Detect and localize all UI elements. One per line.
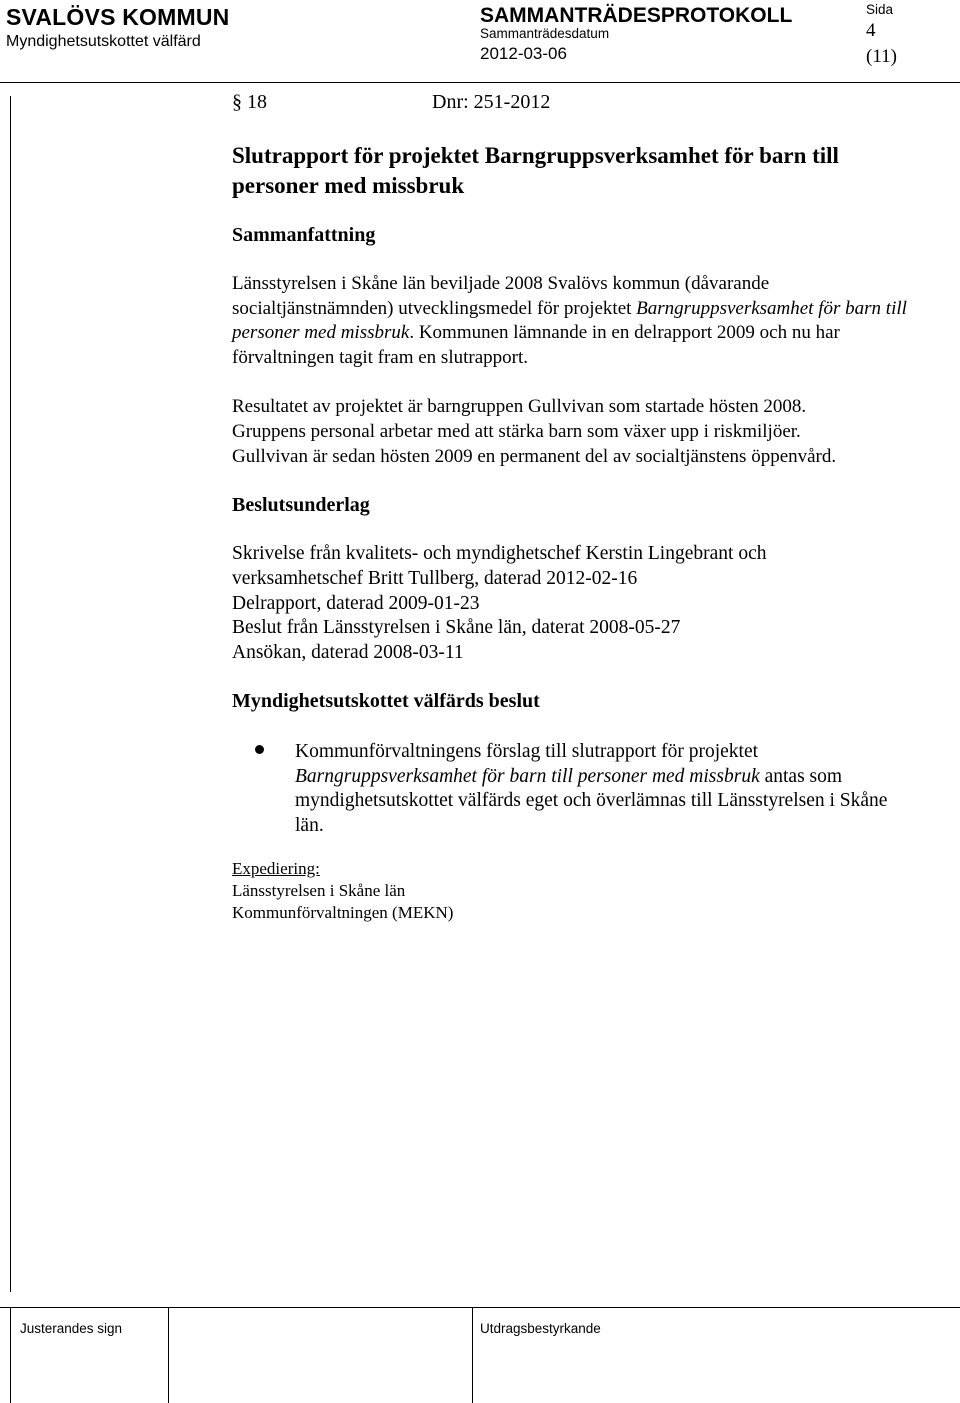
utdragsbestyrkande-label: Utdragsbestyrkande bbox=[480, 1321, 601, 1336]
basis-line: Delrapport, daterad 2009-01-23 bbox=[232, 593, 480, 614]
basis-heading: Beslutsunderlag bbox=[232, 494, 370, 516]
summary-p2-line: Resultatet av projektet är barngruppen Gullvivan som startade hösten 2008. bbox=[232, 396, 807, 417]
meeting-date: 2012-03-06 bbox=[480, 44, 567, 63]
basis-line: Skrivelse från kvalitets- och myndighetschef Kerstin Lingebrant och bbox=[232, 543, 767, 564]
dispatch-recipient: Kommunförvaltningen (MEKN) bbox=[232, 903, 454, 922]
bullet-icon bbox=[255, 745, 264, 754]
footer-rule bbox=[0, 1307, 960, 1308]
page-number: 4 bbox=[866, 20, 876, 41]
summary-p2-line: Gruppens personal arbetar med att stärka barn som växer upp i riskmiljöer. bbox=[232, 421, 801, 442]
summary-paragraph-1 bbox=[232, 272, 922, 371]
paragraph-title: Slutrapport för projektet Barngruppsverksamhet för barn till personer med missbruk bbox=[232, 143, 839, 198]
basis-line: verksamhetschef Britt Tullberg, daterad 2012-02-16 bbox=[232, 568, 638, 589]
justerandes-sign-label: Justerandes sign bbox=[20, 1321, 123, 1336]
meeting-date-label: Sammanträdesdatum bbox=[480, 26, 610, 41]
municipality-name: SVALÖVS KOMMUN bbox=[6, 4, 230, 30]
footer-divider bbox=[472, 1307, 473, 1403]
signature-footer bbox=[0, 1307, 960, 1403]
paragraph-number: § 18 bbox=[232, 91, 267, 113]
margin-rule bbox=[10, 96, 11, 1292]
decision-text-b: antas som myndighetsutskottet välfärds eget och överlämnas till Länsstyrelsen i Skåne län. bbox=[295, 765, 888, 837]
dispatch-recipient: Länsstyrelsen i Skåne län bbox=[232, 881, 406, 900]
footer-divider bbox=[10, 1307, 11, 1403]
footer-divider bbox=[168, 1307, 169, 1403]
project-name-italic: Barngruppsverksamhet för barn till personer med missbruk bbox=[295, 765, 760, 787]
basis-line: Beslut från Länsstyrelsen i Skåne län, daterat 2008-05-27 bbox=[232, 617, 681, 638]
protocol-title: SAMMANTRÄDESPROTOKOLL bbox=[480, 4, 793, 27]
decision-bullet-text bbox=[295, 740, 905, 839]
page-label: Sida bbox=[866, 2, 894, 17]
decision-heading: Myndighetsutskottet välfärds beslut bbox=[232, 690, 540, 712]
summary-heading: Sammanfattning bbox=[232, 224, 376, 246]
summary-p1-text-a: Länsstyrelsen i Skåne län beviljade 2008 Svalövs kommun (dåvarande socialtjänstnämnden) utvecklingsmedel för projektet bbox=[232, 273, 770, 319]
summary-p2-line: Gullvivan är sedan hösten 2009 en permanent del av socialtjänstens öppenvård. bbox=[232, 446, 837, 467]
decision-text-a: Kommunförvaltningens förslag till slutrapport för projektet bbox=[295, 741, 759, 762]
dispatch-label: Expediering: bbox=[232, 859, 320, 878]
project-name-italic: Barngruppsverksamhet för barn till personer med missbruk bbox=[232, 297, 907, 344]
basis-line: Ansökan, daterad 2008-03-11 bbox=[232, 642, 464, 663]
summary-p1-text-b: . Kommunen lämnande in en delrapport 2009 och nu har förvaltningen tagit fram en slutrapport. bbox=[232, 322, 840, 369]
page-total: (11) bbox=[866, 46, 897, 67]
diary-number: Dnr: 251-2012 bbox=[432, 91, 551, 113]
header-rule bbox=[0, 82, 960, 83]
department-name: Myndighetsutskottet välfärd bbox=[6, 33, 201, 50]
